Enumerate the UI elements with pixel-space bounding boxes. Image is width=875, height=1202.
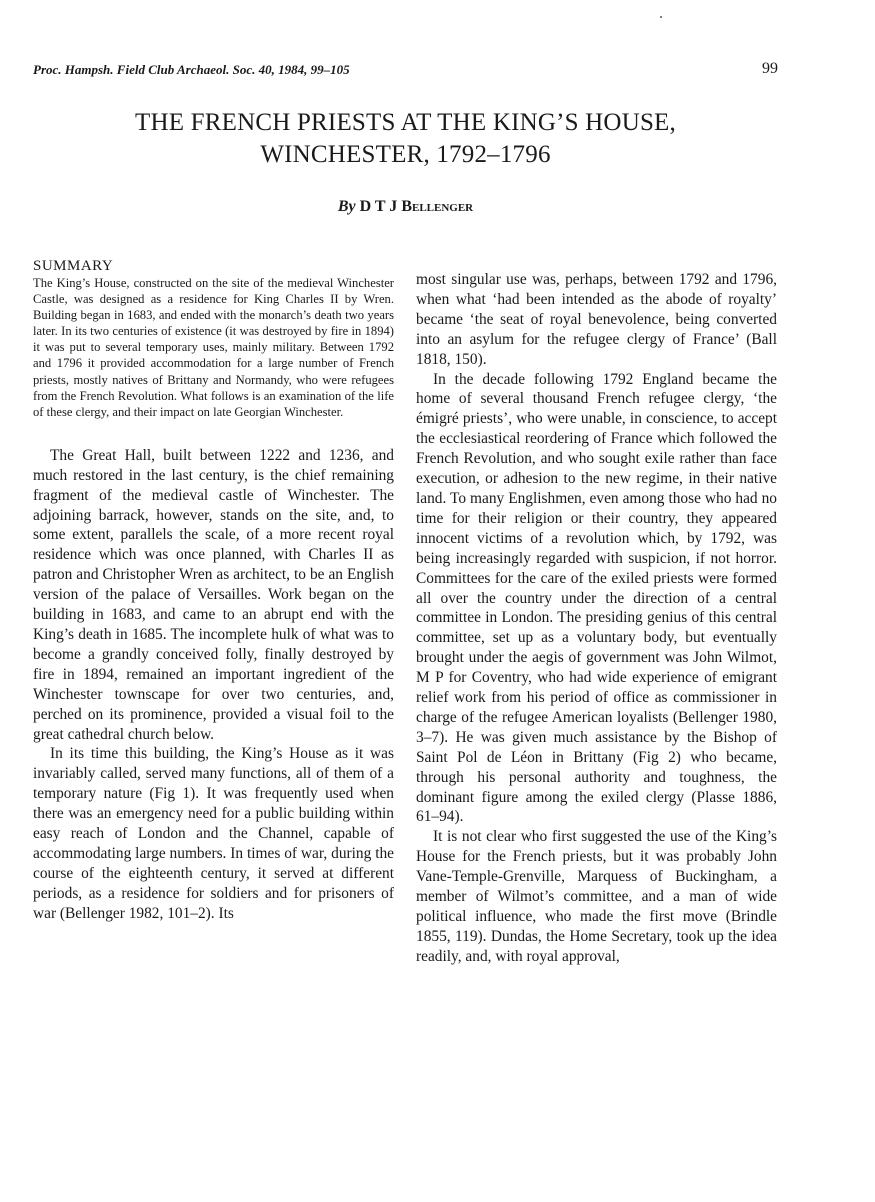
body-paragraph: In its time this building, the King’s House as it was invariably called, served many functions, all of them of a temporary nature (Fig 1). It was frequently used when there was an emergency need for a public building within easy reach of London and the Channel, capable of accommodating large numbers. In times of war, during the course of the eighteenth century, it served at different periods, as a residence for soldiers and for prisoners of war (Bellenger 1982, 101–2). Its bbox=[33, 745, 394, 922]
article-title-line-2: WINCHESTER, 1792–1796 bbox=[260, 141, 551, 168]
running-header bbox=[33, 60, 778, 82]
article-title-line-1: THE FRENCH PRIESTS AT THE KING’S HOUSE, bbox=[135, 109, 676, 136]
author-initials: D T J bbox=[359, 198, 398, 215]
byline bbox=[33, 198, 778, 216]
body-paragraph-continued: most singular use was, perhaps, between 1792 and 1796, when what ‘had been intended as the abode of royalty’ became ‘the seat of royal benevolence, being converted into an asylum for the refugee clergy of France’ (Ball 1818, 150). bbox=[416, 271, 777, 368]
body-paragraph: The Great Hall, built between 1222 and 1236, and much restored in the last century, is the chief remaining fragment of the medieval castle of Winchester. The adjoining barrack, however, stands on the site, and, to some extent, parallels the scale, of a more recent royal residence which was once planned, with Charles II as patron and Christopher Wren as architect, to be an English version of the palace of Versailles. Work began on the building in 1683, and came to an abrupt end with the King’s death in 1685. The incomplete hulk of what was to become a grandly conceived folly, finally destroyed by fire in 1894, remained an important ingredient of the Winchester townscape for over two centuries, and, perched on its prominence, provided a visual foil to the great cathedral church below. bbox=[33, 446, 394, 743]
scan-speck bbox=[660, 16, 662, 18]
byline-by: By bbox=[337, 198, 356, 215]
journal-citation: Proc. Hampsh. Field Club Archaeol. Soc. 40, 1984, 99–105 bbox=[33, 62, 350, 77]
article-title bbox=[33, 107, 778, 171]
right-column bbox=[416, 270, 777, 967]
left-column bbox=[33, 258, 394, 924]
author-surname: Bellenger bbox=[401, 198, 474, 215]
page-number: 99 bbox=[762, 60, 778, 77]
summary-heading: SUMMARY bbox=[33, 258, 114, 274]
author-name bbox=[360, 198, 473, 215]
summary-text: The King’s House, constructed on the site of the medieval Winchester Castle, was designed as a residence for King Charles II by Wren. Building began in 1683, and ended with the monarch’s death two years later. In its two centuries of existence (it was destroyed by fire in 1894) it was put to several temporary uses, mainly military. Between 1792 and 1796 it provided accommodation for a large number of French priests, mostly natives of Brittany and Normandy, who were refugees from the French Revolution. What follows is an examination of the life of these clergy, and their impact on late Georgian Winchester. bbox=[33, 276, 394, 419]
body-paragraph: It is not clear who first suggested the use of the King’s House for the French priests, but it was probably John Vane-Temple-Grenville, Marquess of Buckingham, a member of Wilmot’s committee, and a man of wide political influence, who made the first move (Brindle 1855, 119). Dundas, the Home Secretary, took up the idea readily, and, with royal approval, bbox=[416, 828, 777, 965]
body-paragraph: In the decade following 1792 England became the home of several thousand French refugee clergy, ‘the émigré priests’, who were unable, in conscience, to accept the ecclesiastical reordering of France which followed the French Revolution, and who sought exile rather than face execution, or adhesion to the new regime, in their native land. To many Englishmen, even among those who had no time for their religion or their country, they appeared innocent victims of a revolution which, by 1792, was being increasingly regarded with suspicion, if not horror. Committees for the care of the exiled priests were formed all over the country under the direction of a central committee in London. The presiding genius of this central committee, set up as a voluntary body, but eventually brought under the aegis of government was John Wilmot, M P for Coventry, who had wide experience of emigrant relief work from his period of office as commissioner in charge of the refugee American loyalists (Bellenger 1980, 3–7). He was given much assistance by the Bishop of Saint Pol de Léon in Brittany (Fig 2) who became, through his personal authority and toughness, the dominant figure among the exiled clergy (Plasse 1886, 61–94). bbox=[416, 370, 777, 826]
